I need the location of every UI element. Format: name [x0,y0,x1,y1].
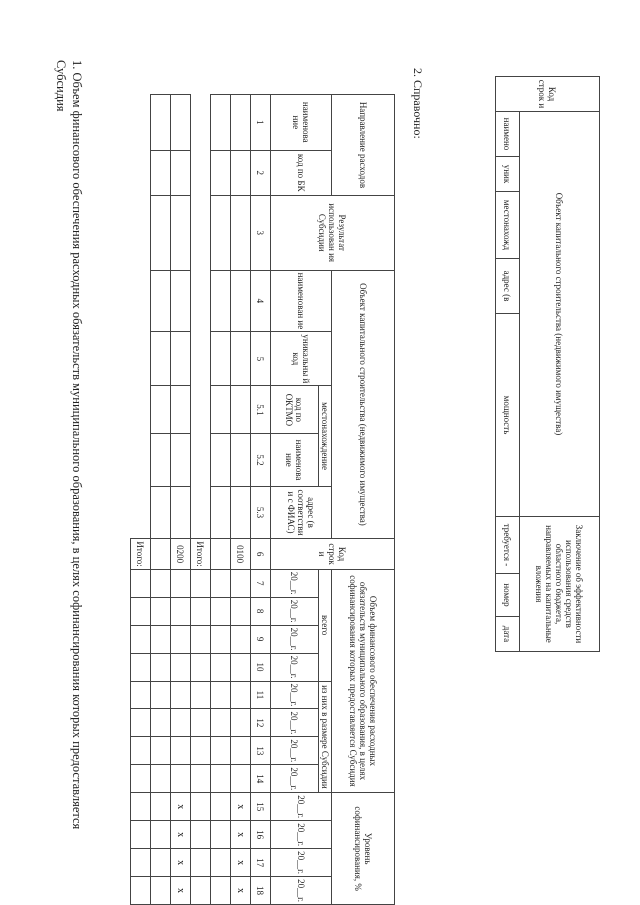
ref-header-number: номер [496,574,520,617]
financing-table [130,94,395,905]
x-mark: x [231,793,251,821]
header-total-year-2: 20__г. [271,597,319,625]
total-label: Итого: [131,539,151,569]
table-row-0200 [171,95,191,905]
col-num: 7 [251,569,271,597]
header-bk-code: код по БК [271,150,332,195]
col-num: 9 [251,625,271,653]
col-num: 8 [251,597,271,625]
col-num: 5 [251,332,271,386]
row-code: 0200 [171,539,191,569]
ref-header-conclusion: Заключение об эффективности использования средств областного бюджета, направляемых на капитальные вложения [520,517,600,652]
col-num: 14 [251,765,271,793]
header-subsidy-year-2: 20__г. [271,709,319,737]
table-row-blank [151,95,171,905]
col-num: 10 [251,653,271,681]
reference-table [495,76,600,652]
header-obj-name: наименован ие [271,270,332,332]
header-row-code: Код строк и [271,539,395,569]
x-mark: x [231,877,251,905]
header-total-year-3: 20__г. [271,625,319,653]
ref-header-name: наимено [496,112,520,157]
header-level-year-2: 20__г. [271,821,332,849]
column-numbers-row [251,95,271,905]
row-code: 0100 [231,539,251,569]
header-total: всего [319,569,332,681]
header-level-year-3: 20__г. [271,849,332,877]
header-result: Результат использован ия Субсидии [271,195,395,270]
header-of-subsidy: из них в размере Субсидии [319,681,332,793]
header-level-year-1: 20__г. [271,793,332,821]
header-volume: Объем финансового обеспечения расходных обязательств муниципального образования, в целях софинансирования которых предоставляется Субсидия [332,569,395,793]
ref-header-object: Объект капитального строительства (недвижимого имущества) [520,112,600,517]
x-mark: x [231,821,251,849]
section1-heading: 1. Объем финансового обеспечения расходных обязательств муниципального образования, в целях софинансирования которых предоставляется Субсидия [54,60,84,830]
ref-header-capacity: мощность [496,314,520,517]
header-location: местонахождение [319,386,332,486]
x-mark: x [231,849,251,877]
header-location-name: наименова ние [271,434,319,486]
header-dir-name: наименова ние [271,95,332,151]
col-num: 5.1 [251,386,271,434]
x-mark: x [171,849,191,877]
header-level: Уровень софинансирования, % [332,793,395,905]
x-mark: x [171,877,191,905]
col-num: 16 [251,821,271,849]
col-num: 18 [251,877,271,905]
col-num: 15 [251,793,271,821]
ref-header-row-code: Код строк и [496,77,600,112]
total-label: Итого: [191,539,211,569]
col-num: 5.3 [251,486,271,539]
header-object: Объект капитального строительства (недвижимого имущества) [332,270,395,539]
col-num: 13 [251,737,271,765]
col-num: 1 [251,95,271,151]
table-row-total-1 [191,95,211,905]
header-level-year-4: 20__г. [271,877,332,905]
header-total-year-4: 20__г. [271,653,319,681]
table-row-total-2 [131,95,151,905]
table-row-0100 [231,95,251,905]
header-address: адрес (в соответстви и с ФИАС) [271,486,332,539]
header-direction: Направление расходов [332,95,395,196]
header-subsidy-year-1: 20__г. [271,681,319,709]
ref-header-date: дата [496,617,520,652]
header-subsidy-year-3: 20__г. [271,737,319,765]
header-oktmo: код по ОКТМО [271,386,319,434]
col-num: 6 [251,539,271,569]
col-num: 5.2 [251,434,271,486]
table-row-blank [211,95,231,905]
header-subsidy-year-4: 20__г. [271,765,319,793]
x-mark: x [171,793,191,821]
col-num: 3 [251,195,271,270]
col-num: 4 [251,270,271,332]
x-mark: x [171,821,191,849]
header-unique-code: уникальны й код [271,332,332,386]
header-total-year-1: 20__г. [271,569,319,597]
col-num: 2 [251,150,271,195]
col-num: 11 [251,681,271,709]
ref-header-unique: уник [496,157,520,192]
col-num: 17 [251,849,271,877]
ref-header-required: требуется - [496,517,520,574]
col-num: 12 [251,709,271,737]
ref-header-address: адрес (в [496,259,520,314]
section2-heading: 2. Справочно: [411,68,425,139]
ref-header-location: местонахожд [496,192,520,259]
